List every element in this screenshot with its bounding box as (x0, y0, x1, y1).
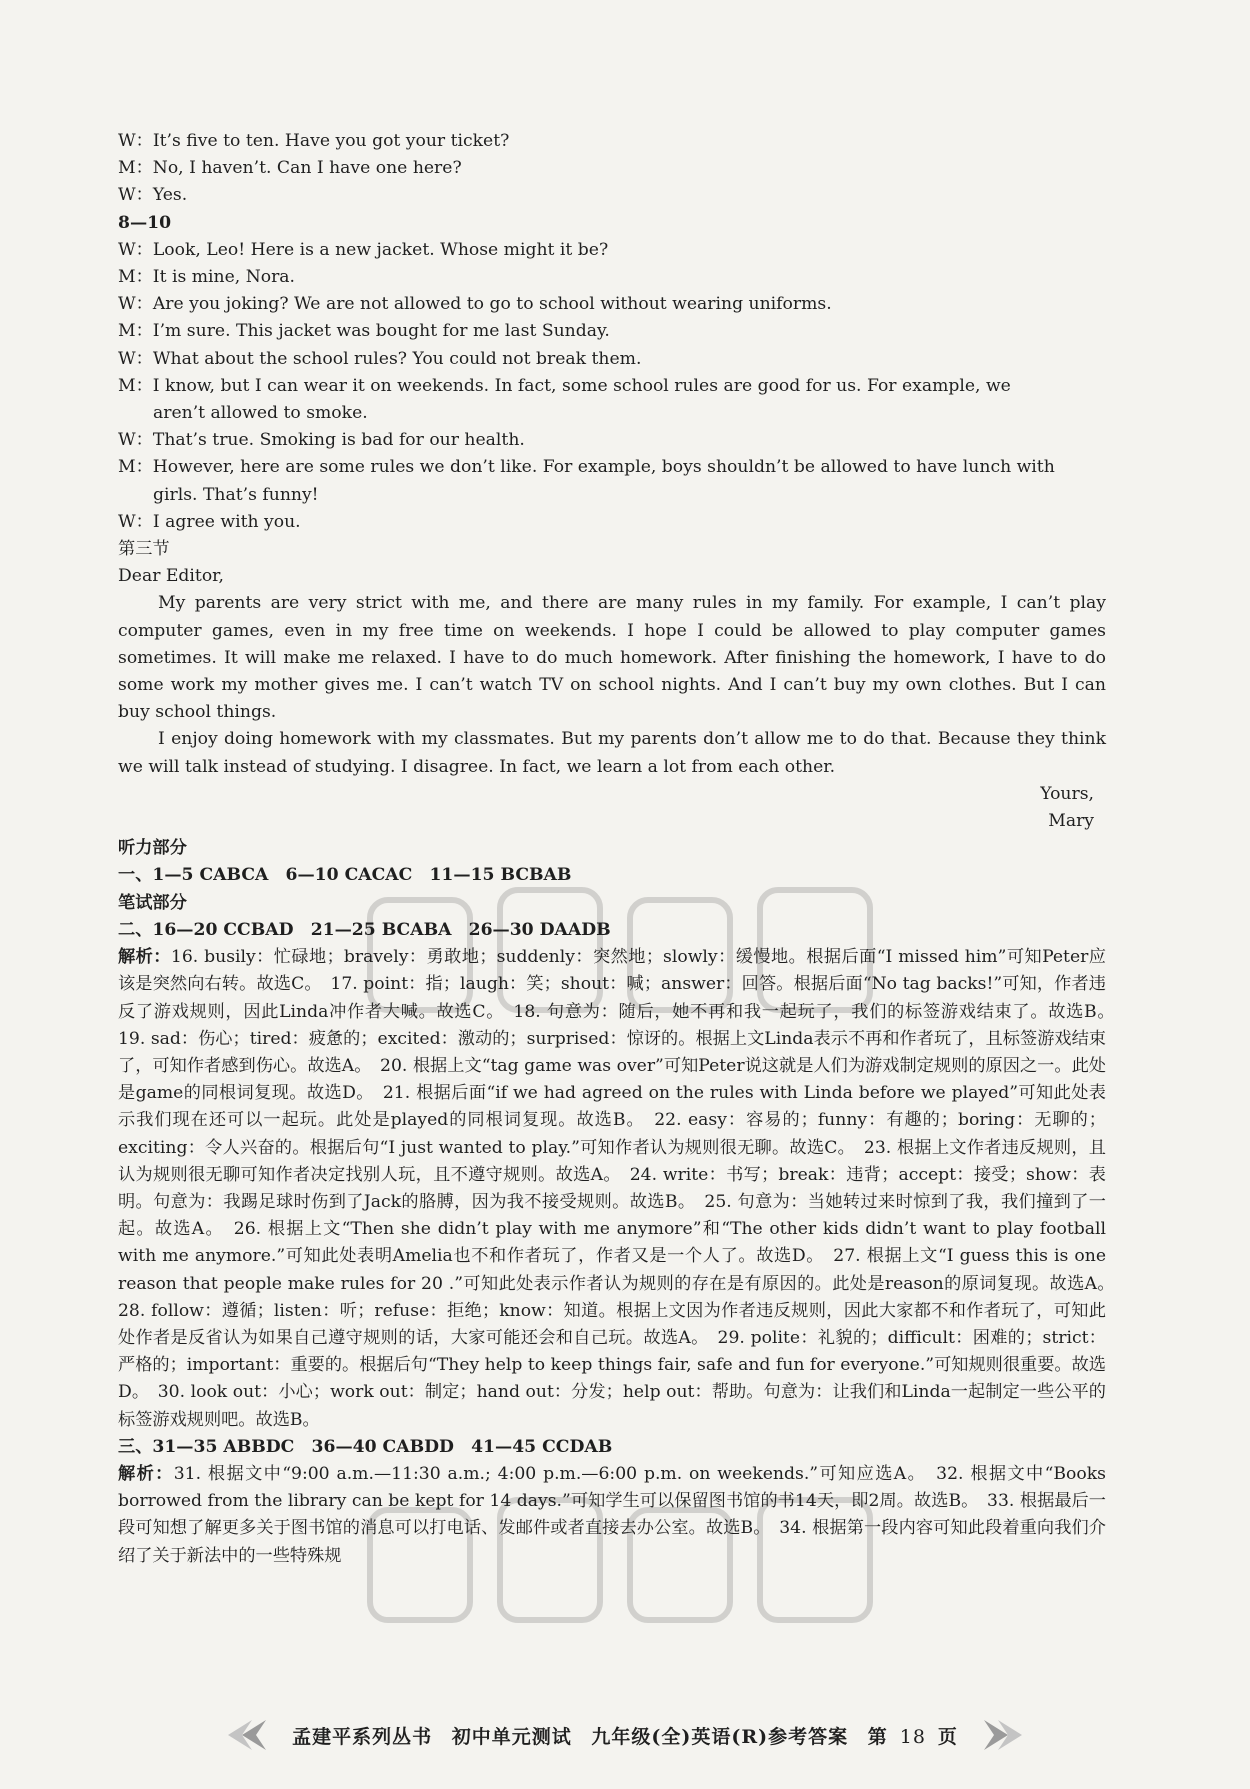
footer-page-prefix: 第 (867, 1725, 888, 1748)
analysis-text: 16. busily：忙碌地；bravely：勇敢地；suddenly：突然地；slowly：缓慢地。根据后面“I missed him”可知Peter应该是突然向右转。故选C。 17. point：指；laugh：笑；shout：喊；answer：回答。根据后面“No tag backs!”可知，作者违反了游戏规则，因此Linda冲作者大喊。故选C。 18. 句意为：随后，她不再和我一起玩了，我们的标签游戏结束了。故选B。 19. sad：伤心；tired：疲惫的；excited：激动的；surprised：惊讶的。根据上文Linda表示不再和作者玩了，且标签游戏结束了，可知作者感到伤心。故选A。 20. 根据上文“tag game was over”可知Peter说这就是人们为游戏制定规则的原因之一。此处是game的同根词复现。故选D。 21. 根据后面“if we had agreed on the rules with Linda before we played”可知此处表示我们现在还可以一起玩。此处是played的同根词复现。故选B。 22. easy：容易的；funny：有趣的；boring：无聊的；exciting：令人兴奋的。根据后句“I just wanted to play.”可知作者认为规则很无聊。故选C。 23. 根据上文作者违反规则，且认为规则很无聊可知作者决定找别人玩，且不遵守规则。故选A。 24. write：书写；break：违背；accept：接受；show：表明。句意为：我踢足球时伤到了Jack的胳膊，因为我不接受规则。故选B。 25. 句意为：当她转过来时惊到了我，我们撞到了一起。故选A。 26. 根据上文“Then she didn’t play with me anymore”和“The other kids didn’t want to play football with me anymore.”可知此处表明Amelia也不和作者玩了，作者又是一个人了。故选D。 27. 根据上文“I guess this is one reason that people make rules for 20 .”可知此处表示作者认为规则的存在是有原因的。此处是reason的原词复现。故选A。 28. follow：遵循；listen：听；refuse：拒绝；know：知道。根据上文因为作者违反规则，因此大家都不和作者玩了，可知此处作者是反省认为如果自己遵守规则的话，大家可能还会和自己玩。故选A。 29. polite：礼貌的；difficult：困难的；strict：严格的；important：重要的。根据后句“They help to keep things fair, safe and fun for everyone.”可知规则很重要。故选D。 30. look out：小心；work out：制定；hand out：分发；help out：帮助。句意为：让我们和Linda一起制定一些公平的标签游戏规则吧。故选B。 (118, 947, 1124, 1430)
dialogue-b (118, 237, 1106, 536)
section-title: 第三节 (118, 539, 170, 560)
footer-text (286, 1722, 964, 1749)
chevron-right-icon (982, 1718, 1024, 1752)
footer-series: 孟建平系列丛书 (292, 1725, 433, 1748)
dialogue-line: girls. That’s funny! (153, 484, 319, 505)
letter (118, 563, 1106, 835)
dialogue-line: M：However, here are some rules we don’t like. For example, boys shouldn’t be allowed to have lunch with (118, 457, 1055, 478)
dialogue-line: W：Look, Leo! Here is a new jacket. Whose might it be? (118, 239, 609, 260)
analysis-part-3 (118, 1461, 1106, 1570)
dialogue-line: W：I agree with you. (118, 511, 301, 532)
answers-part-3: 三、31—35 ABBDC 36—40 CABDD 41—45 CCDAB (118, 1436, 613, 1457)
written-heading: 笔试部分 (118, 892, 187, 913)
answers-part-2: 二、16—20 CCBAD 21—25 BCABA 26—30 DAADB (118, 919, 611, 940)
dialogue-line: W：Are you joking? We are not allowed to go to school without wearing uniforms. (118, 294, 832, 315)
section-label: 8—10 (118, 212, 172, 233)
dialogue-line: M：I’m sure. This jacket was bought for me last Sunday. (118, 321, 610, 342)
analysis-label: 解析： (118, 947, 171, 968)
footer-page-suffix: 页 (937, 1725, 958, 1748)
dialogue-line: aren’t allowed to smoke. (153, 403, 368, 424)
letter-closing: Yours, (1040, 783, 1094, 804)
analysis-part-2 (118, 944, 1124, 1434)
letter-paragraph: I enjoy doing homework with my classmates. But my parents don’t allow me to do that. Because they think we will talk instead of studying. I disagree. In fact, we learn a lot from each other. (118, 729, 1106, 777)
page-footer (200, 1712, 1050, 1758)
footer-book: 初中单元测试 (451, 1725, 572, 1748)
answer-page (118, 128, 1124, 1570)
analysis-text: 31. 根据文中“9:00 a.m.—11:30 a.m.; 4:00 p.m.—6:00 p.m. on weekends.”可知应选A。 32. 根据文中“Books borrowed from the library can be kept for 14 days.”可知学生可以保留图书馆的书14天，即2周。故选B。 33. 根据最后一段可知想了解更多关于图书馆的消息可以打电话、发邮件或者直接去办公室。故选B。 34. 根据第一段内容可知此段着重向我们介绍了关于新法中的一些特殊规 (118, 1463, 1106, 1566)
chevron-left-icon (226, 1718, 268, 1752)
dialogue-line: M：It is mine, Nora. (118, 267, 296, 288)
listening-heading: 听力部分 (118, 838, 187, 859)
dialogue-line: W：Yes. (118, 185, 188, 206)
dialogue-line: W：It’s five to ten. Have you got your ticket? (118, 131, 510, 151)
dialogue-line: W：That’s true. Smoking is bad for our health. (118, 430, 525, 451)
footer-grade: 九年级(全)英语(R)参考答案 (591, 1725, 849, 1748)
listening-answers: 一、1—5 CABCA 6—10 CACAC 11—15 BCBAB (118, 865, 572, 886)
dialogue-line: M：I know, but I can wear it on weekends. In fact, some school rules are good for us. For example, we (118, 375, 1011, 396)
analysis-label: 解析： (118, 1463, 174, 1484)
letter-signature: Mary (1048, 811, 1094, 832)
dialogue-line: M：No, I haven’t. Can I have one here? (118, 158, 462, 179)
dialogue-line: W：What about the school rules? You could not break them. (118, 348, 642, 369)
page-number: 18 (899, 1725, 926, 1748)
dialogue-a (118, 128, 1106, 210)
letter-paragraph: My parents are very strict with me, and there are many rules in my family. For example, I can’t play computer games, even in my free time on weekends. I hope I could be allowed to play computer games sometimes. It will make me relaxed. I have to do much homework. After finishing the homework, I have to do some work my mother gives me. I can’t watch TV on school nights. And I can’t buy my own clothes. But I can buy school things. (118, 593, 1106, 723)
letter-salutation: Dear Editor, (118, 566, 224, 587)
